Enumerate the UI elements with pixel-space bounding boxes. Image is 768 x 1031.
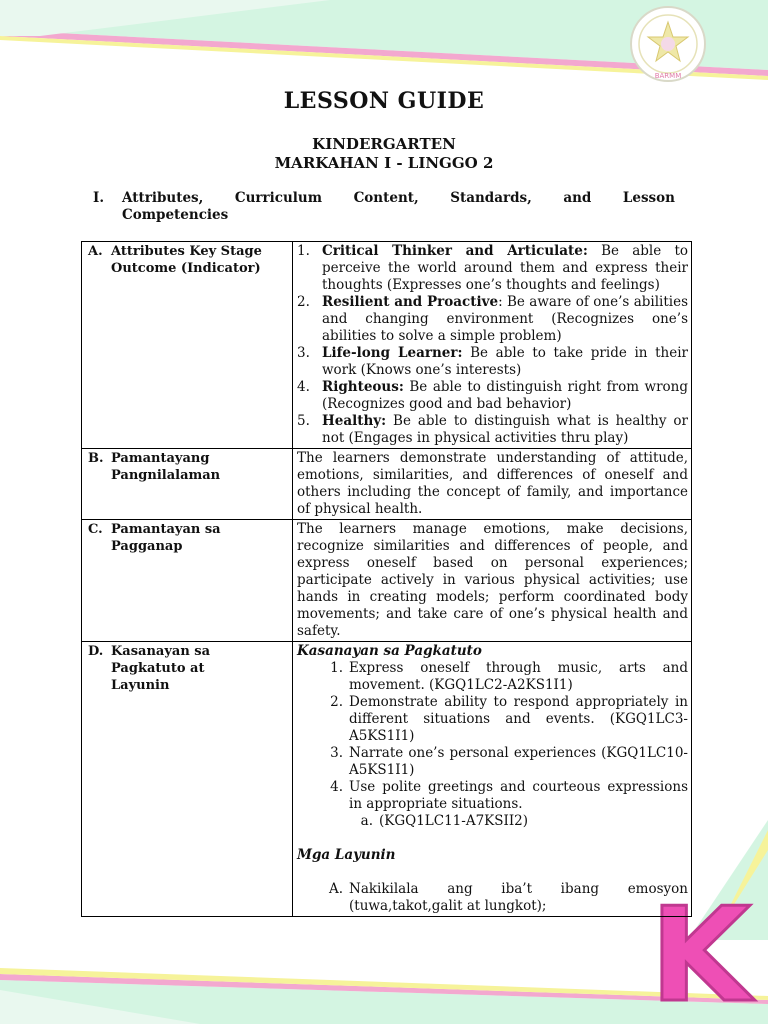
section-i-heading	[93, 190, 675, 224]
seal-caption: BARMM	[654, 72, 682, 80]
list-item: 3. Life-long Learner: Be able to take pride in their work (Knows one’s interests)	[297, 345, 688, 378]
lesson-guide-table	[81, 241, 692, 917]
list-item: 2. Demonstrate ability to respond appropriately in different situations and events. (KGQ1LC3-A5KS1I1)	[330, 694, 688, 744]
table-row-a	[82, 242, 692, 449]
list-item: 2. Resilient and Proactive: Be aware of one’s abilities and changing environment (Recognizes one’s abilities to solve a simple problem)	[297, 294, 688, 344]
grade-heading: KINDERGARTEN	[312, 135, 456, 153]
section-title-line2: Competencies	[122, 207, 229, 223]
list-item: A. Nakikilala ang iba’t ibang emosyon (tuwa,takot,galit at lungkot);	[328, 881, 688, 914]
list-item: 5. Healthy: Be able to distinguish what is healthy or not (Engages in physical activities thru play)	[297, 413, 688, 446]
barmm-seal-icon	[626, 4, 710, 84]
row-a-label: A. Attributes Key Stage Outcome (Indicator)	[82, 242, 293, 449]
table-row-c	[82, 520, 692, 642]
row-d-content	[293, 642, 692, 917]
row-d-label: D. Kasanayan sa Pagkatuto at Layunin	[82, 642, 293, 917]
objectives-heading: Mga Layunin	[297, 847, 396, 863]
list-item: a. (KGQ1LC11-A7KSII2)	[360, 813, 529, 829]
kindergarten-k-logo: K	[650, 879, 751, 1031]
row-c-content: The learners manage emotions, make decisions, recognize similarities and differences of people, and express oneself based on personal experiences; participate actively in various physical activities; use hands in creating models; perform coordinated body movements; and take care of one’s physical health and safety.	[293, 520, 692, 642]
section-number: I.	[93, 190, 105, 206]
list-item: 1. Express oneself through music, arts and movement. (KGQ1LC2-A2KS1I1)	[330, 660, 688, 693]
list-item: 1. Critical Thinker and Articulate: Be able to perceive the world around them and express their thoughts (Expresses one’s thoughts and feelings)	[297, 243, 688, 293]
competencies-heading: Kasanayan sa Pagkatuto	[297, 643, 482, 659]
row-a-content	[293, 242, 692, 449]
list-item: 4. Righteous: Be able to distinguish right from wrong (Recognizes good and bad behavior)	[297, 379, 688, 412]
page-title: LESSON GUIDE	[283, 88, 485, 114]
quarter-week-heading: MARKAHAN I - LINGGO 2	[274, 154, 494, 172]
row-b-content: The learners demonstrate understanding of attitude, emotions, similarities, and differences of oneself and others including the concept of family, and importance of physical health.	[293, 449, 692, 520]
section-title-line1: Attributes, Curriculum Content, Standards, and Lesson	[122, 190, 675, 206]
list-item: 3. Narrate one’s personal experiences (KGQ1LC10-A5KS1I1)	[330, 745, 688, 778]
list-item: 4. Use polite greetings and courteous expressions in appropriate situations.	[330, 779, 688, 812]
row-c-label: C. Pamantayan sa Pagganap	[82, 520, 293, 642]
table-row-d	[82, 642, 692, 917]
row-b-label: B. Pamantayang Pangnilalaman	[82, 449, 293, 520]
table-row-b	[82, 449, 692, 520]
